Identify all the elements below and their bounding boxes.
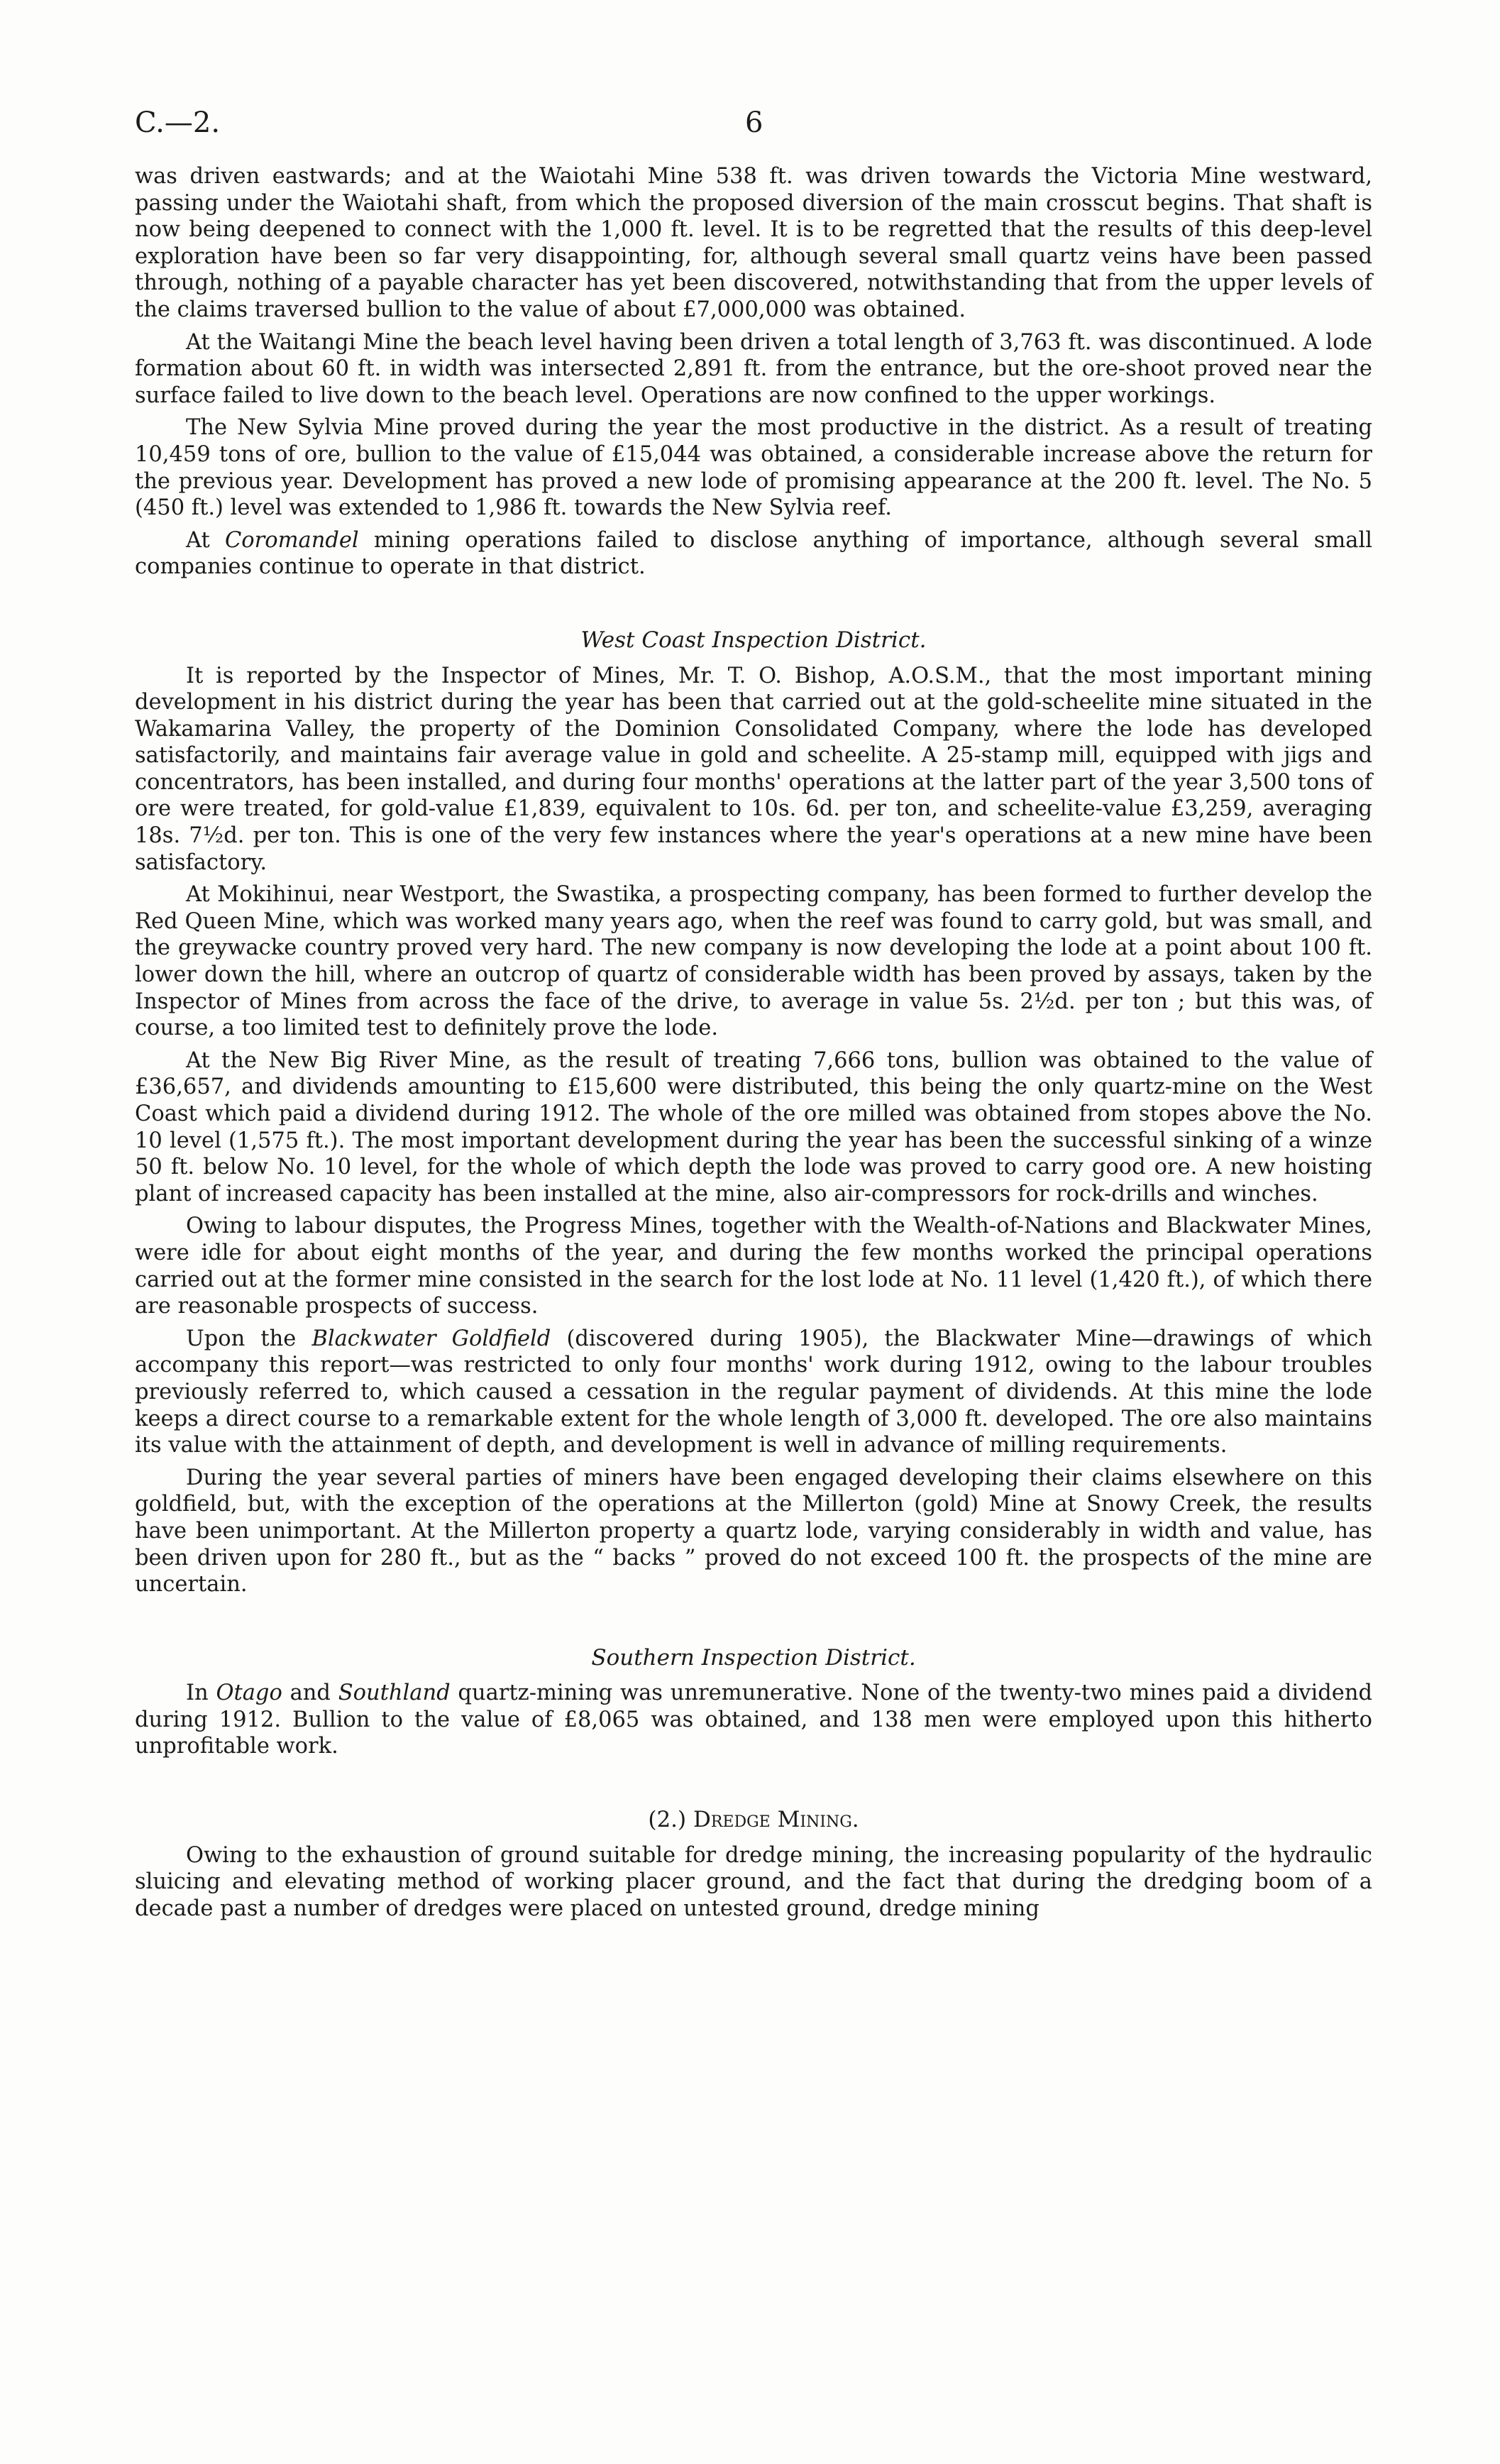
text-run: (discovered during 1905), the Blackwater Mine—drawings of which accompany this report—was restricted to only four months' work during 1912, owing to the labour troubles previously referred to, which caused a cessation in the regular payment of dividends. At this mine the lode keeps a direct course to a remarkable extent for the whole length of 3,000 ft. developed. The ore also maintains its value with the attainment of depth, and development is well in advance of milling requirements.	[135, 1326, 1372, 1458]
place-name: Coromandel	[224, 527, 359, 553]
paragraph	[135, 527, 1372, 581]
paragraph: At the Waitangi Mine the beach level having been driven a total length of 3,763 ft. was discontinued. A lode formation about 60 ft. in width was intersected 2,891 ft. from the entrance, but the ore-shoot proved near the surface failed to live down to the beach level. Operations are now confined to the upper workings.	[135, 329, 1372, 408]
section-heading: (2.) Dredge Mining.	[648, 1807, 859, 1833]
section-heading: Southern Inspection District.	[591, 1644, 916, 1671]
paragraph: During the year several parties of miners have been engaged developing their claims elsewhere on this goldfield, but, with the exception of the operations at the Millerton (gold) Mine at Snowy Creek, the results have been unimportant. At the Millerton property a quartz lode, varying considerably in width and value, has been driven upon for 280 ft., but as the “ backs ” proved do not exceed 100 ft. the prospects of the mine are uncertain.	[135, 1465, 1372, 1597]
paragraph: Owing to labour disputes, the Progress Mines, together with the Wealth-of-Nations and Blackwater Mines, were idle for about eight months of the year, and during the few months worked the principal operations carried out at the former mine consisted in the search for the lost lode at No. 11 level (1,420 ft.), of which there are reasonable prospects of success.	[135, 1214, 1372, 1319]
place-name: Otago	[216, 1681, 282, 1706]
paragraph: Owing to the exhaustion of ground suitable for dredge mining, the increasing popularity of the hydraulic sluicing and elevating method of working placer ground, and the fact that during the dredging boom of a decade past a number of dredges were placed on untested ground, dredge mining	[135, 1842, 1372, 1921]
text-run: mining operations failed to disclose anything of importance, although several small companies continue to operate in that district.	[135, 527, 1372, 580]
body-text	[135, 163, 1372, 1922]
document-reference: C.—2.	[135, 106, 221, 139]
text-run: In	[186, 1681, 216, 1706]
paragraph: At Mokihinui, near Westport, the Swastika, a prospecting company, has been formed to further develop the Red Queen Mine, which was worked many years ago, when the reef was found to carry gold, but was small, and the greywacke country proved very hard. The new company is now developing the lode at a point about 100 ft. lower down the hill, where an outcrop of quartz of considerable width has been proved by assays, taken by the Inspector of Mines from across the face of the drive, to average in value 5s. 2½d. per ton ; but this was, of course, a too limited test to definitely prove the lode.	[135, 882, 1372, 1041]
text-run: At	[186, 527, 225, 553]
page-number: 6	[745, 106, 763, 139]
place-name: Blackwater Goldfield	[311, 1326, 551, 1351]
paragraph: was driven eastwards; and at the Waiotahi Mine 538 ft. was driven towards the Victoria Mine westward, passing under the Waiotahi shaft, from which the proposed diversion of the main crosscut begins. That shaft is now being deepened to connect with the 1,000 ft. level. It is to be regretted that the results of this deep-level exploration have been so far very disappointing, for, although several small quartz veins have been passed through, nothing of a payable character has yet been discovered, notwithstanding that from the upper levels of the claims traversed bullion to the value of about £7,000,000 was obtained.	[135, 164, 1372, 322]
paragraph	[135, 1326, 1372, 1459]
section-heading: West Coast Inspection District.	[580, 627, 927, 653]
paragraph	[135, 1680, 1372, 1760]
text-run: quartz-mining was unremunerative. None of the twenty-two mines paid a dividend during 1912. Bullion to the value of £8,065 was obtained, and 138 men were employed upon this hitherto unprofitable work.	[135, 1681, 1373, 1759]
text-run: and	[282, 1681, 338, 1706]
paragraph: The New Sylvia Mine proved during the year the most productive in the district. As a result of treating 10,459 tons of ore, bullion to the value of £15,044 was obtained, a considerable increase above the return for the previous year. Development has proved a new lode of promising appearance at the 200 ft. level. The No. 5 (450 ft.) level was extended to 1,986 ft. towards the New Sylvia reef.	[135, 415, 1372, 521]
page-header	[135, 106, 1372, 163]
paragraph: At the New Big River Mine, as the result of treating 7,666 tons, bullion was obtained to the value of £36,657, and dividends amounting to £15,600 were distributed, this being the only quartz-mine on the West Coast which paid a dividend during 1912. The whole of the ore milled was obtained from stopes above the No. 10 level (1,575 ft.). The most important development during the year has been the successful sinking of a winze 50 ft. below No. 10 level, for the whole of which depth the lode was proved to carry good ore. A new hoisting plant of increased capacity has been installed at the mine, also air-compressors for rock-drills and winches.	[135, 1047, 1372, 1206]
text-run: Upon the	[186, 1326, 312, 1351]
paragraph: It is reported by the Inspector of Mines, Mr. T. O. Bishop, A.O.S.M., that the most important mining development in his district during the year has been that carried out at the gold-scheelite mine situated in the Wakamarina Valley, the property of the Dominion Consolidated Company, where the lode has developed satisfactorily, and maintains fair average value in gold and scheelite. A 25-stamp mill, equipped with jigs and concentrators, has been installed, and during four months' operations at the latter part of the year 3,500 tons of ore were treated, for gold-value £1,839, equivalent to 10s. 6d. per ton, and scheelite-value £3,259, averaging 18s. 7½d. per ton. This is one of the very few instances where the year's operations at a new mine have been satisfactory.	[135, 663, 1372, 875]
place-name: Southland	[338, 1681, 451, 1706]
